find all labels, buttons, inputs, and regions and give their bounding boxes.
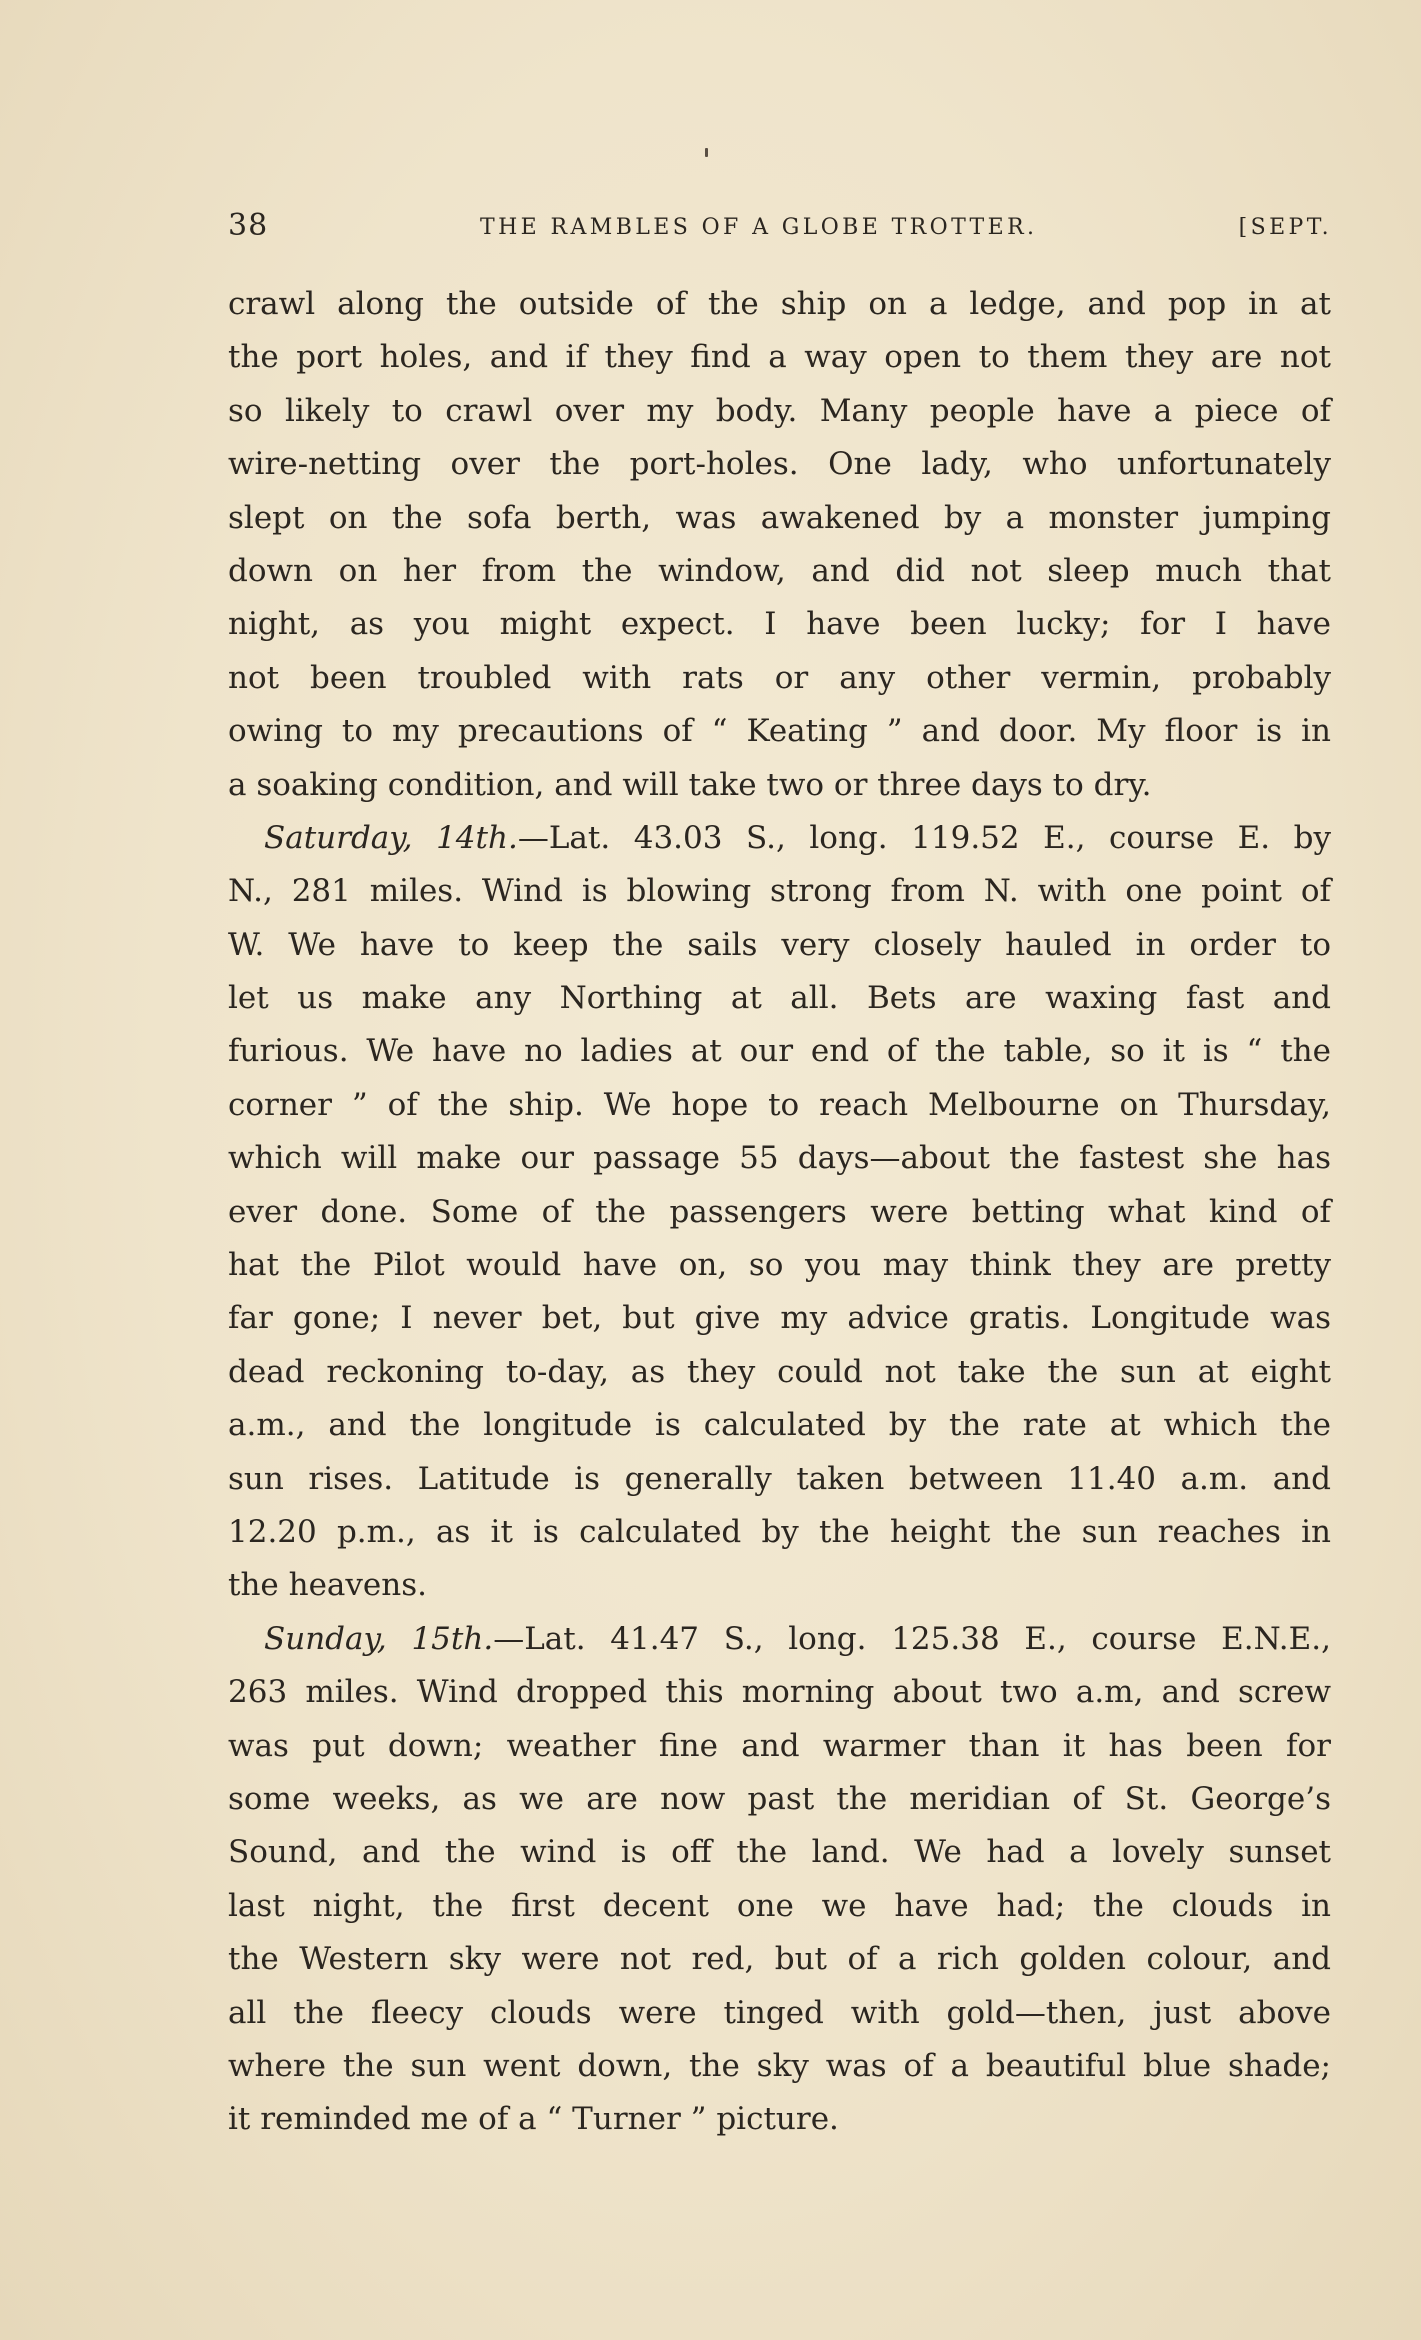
line-text: far gone; I never bet, but give my advice gratis. Longitude was bbox=[228, 1300, 1331, 1337]
text-line bbox=[228, 1186, 1331, 1239]
line-text: ever done. Some of the passengers were betting what kind of bbox=[228, 1193, 1331, 1230]
text-line bbox=[228, 1933, 1331, 1986]
ink-speck bbox=[705, 148, 708, 157]
entry-date: 15th. bbox=[411, 1620, 494, 1657]
line-text: the port holes, and if they find a way open to them they are not bbox=[228, 339, 1331, 376]
entry-day: Saturday, bbox=[264, 819, 413, 856]
body-text bbox=[228, 278, 1331, 2147]
text-line bbox=[228, 919, 1331, 972]
line-text: corner ” of the ship. We hope to reach Melbourne on Thursday, bbox=[228, 1086, 1331, 1123]
text-line bbox=[228, 1506, 1331, 1559]
text-line bbox=[228, 1079, 1331, 1132]
text-line bbox=[228, 812, 1331, 865]
line-text: Sound, and the wind is off the land. We had a lovely sunset bbox=[228, 1834, 1331, 1871]
line-text: it reminded me of a “ Turner ” picture. bbox=[228, 2101, 839, 2138]
line-text: wire-netting over the port-holes. One lady, who unfortunately bbox=[228, 446, 1331, 483]
running-head bbox=[228, 206, 1332, 246]
line-text: owing to my precautions of “ Keating ” and door. My floor is in bbox=[228, 713, 1331, 750]
line-text: down on her from the window, and did not sleep much that bbox=[228, 552, 1331, 589]
text-line bbox=[228, 1720, 1331, 1773]
text-line bbox=[228, 1292, 1331, 1345]
text-line bbox=[228, 972, 1331, 1025]
line-text: last night, the first decent one we have had; the clouds in bbox=[228, 1887, 1331, 1924]
line-text: 263 miles. Wind dropped this morning about two a.m, and screw bbox=[228, 1674, 1331, 1711]
text-line bbox=[228, 1826, 1331, 1879]
text-line bbox=[228, 331, 1331, 384]
text-line bbox=[228, 1025, 1331, 1078]
text-line bbox=[228, 438, 1331, 491]
text-line bbox=[228, 1880, 1331, 1933]
line-text: the heavens. bbox=[228, 1567, 428, 1604]
line-text: so likely to crawl over my body. Many people have a piece of bbox=[228, 392, 1331, 429]
line-text: crawl along the outside of the ship on a ledge, and pop in at bbox=[228, 286, 1331, 322]
text-line bbox=[228, 759, 1331, 812]
text-line bbox=[228, 2040, 1331, 2093]
text-line bbox=[228, 1773, 1331, 1826]
line-text: not been troubled with rats or any other vermin, probably bbox=[228, 659, 1331, 696]
line-text: hat the Pilot would have on, so you may think they are pretty bbox=[228, 1247, 1331, 1284]
line-text: sun rises. Latitude is generally taken between 11.40 a.m. and bbox=[228, 1460, 1331, 1497]
text-line bbox=[228, 1346, 1331, 1399]
text-line bbox=[228, 1132, 1331, 1185]
line-text: was put down; weather fine and warmer than it has been for bbox=[228, 1727, 1331, 1764]
text-line bbox=[228, 1559, 1331, 1612]
line-text: W. We have to keep the sails very closely hauled in order to bbox=[228, 926, 1331, 963]
text-line bbox=[228, 598, 1331, 651]
text-line bbox=[228, 278, 1331, 331]
running-title: THE RAMBLES OF A GLOBE TROTTER. bbox=[480, 215, 1038, 240]
running-month: [SEPT. bbox=[1238, 215, 1332, 240]
entry-day: Sunday, bbox=[264, 1620, 387, 1657]
line-text: a soaking condition, and will take two or three days to dry. bbox=[228, 766, 1152, 803]
line-text: —Lat. 41.47 S., long. 125.38 E., course E.N.E., bbox=[493, 1620, 1331, 1657]
line-text: where the sun went down, the sky was of a beautiful blue shade; bbox=[228, 2047, 1331, 2084]
line-text: N., 281 miles. Wind is blowing strong from N. with one point of bbox=[228, 873, 1331, 910]
line-text: night, as you might expect. I have been lucky; for I have bbox=[228, 606, 1331, 643]
line-text: dead reckoning to-day, as they could not take the sun at eight bbox=[228, 1353, 1331, 1390]
text-line bbox=[228, 1239, 1331, 1292]
text-line bbox=[228, 652, 1331, 705]
line-text: furious. We have no ladies at our end of the table, so it is “ the bbox=[228, 1033, 1331, 1070]
line-text: a.m., and the longitude is calculated by the rate at which the bbox=[228, 1407, 1331, 1444]
line-text: some weeks, as we are now past the meridian of St. George’s bbox=[228, 1780, 1331, 1817]
line-text: —Lat. 43.03 S., long. 119.52 E., course E. by bbox=[517, 819, 1331, 856]
text-line bbox=[228, 1987, 1331, 2040]
text-line bbox=[228, 1453, 1331, 1506]
text-line bbox=[228, 865, 1331, 918]
line-text: 12.20 p.m., as it is calculated by the height the sun reaches in bbox=[228, 1513, 1331, 1550]
line-text: which will make our passage 55 days—about the fastest she has bbox=[228, 1140, 1331, 1177]
line-text: the Western sky were not red, but of a rich golden colour, and bbox=[228, 1941, 1331, 1978]
text-line bbox=[228, 545, 1331, 598]
text-line bbox=[228, 2093, 1331, 2146]
text-line bbox=[228, 1666, 1331, 1719]
text-line bbox=[228, 1399, 1331, 1452]
line-text: all the fleecy clouds were tinged with gold—then, just above bbox=[228, 1994, 1331, 2031]
line-text: let us make any Northing at all. Bets are waxing fast and bbox=[228, 980, 1331, 1017]
text-line bbox=[228, 385, 1331, 438]
line-text: slept on the sofa berth, was awakened by a monster jumping bbox=[228, 499, 1331, 536]
text-line bbox=[228, 705, 1331, 758]
page-number: 38 bbox=[228, 208, 269, 243]
text-line bbox=[228, 1613, 1331, 1666]
entry-date: 14th. bbox=[436, 819, 518, 856]
text-line bbox=[228, 492, 1331, 545]
